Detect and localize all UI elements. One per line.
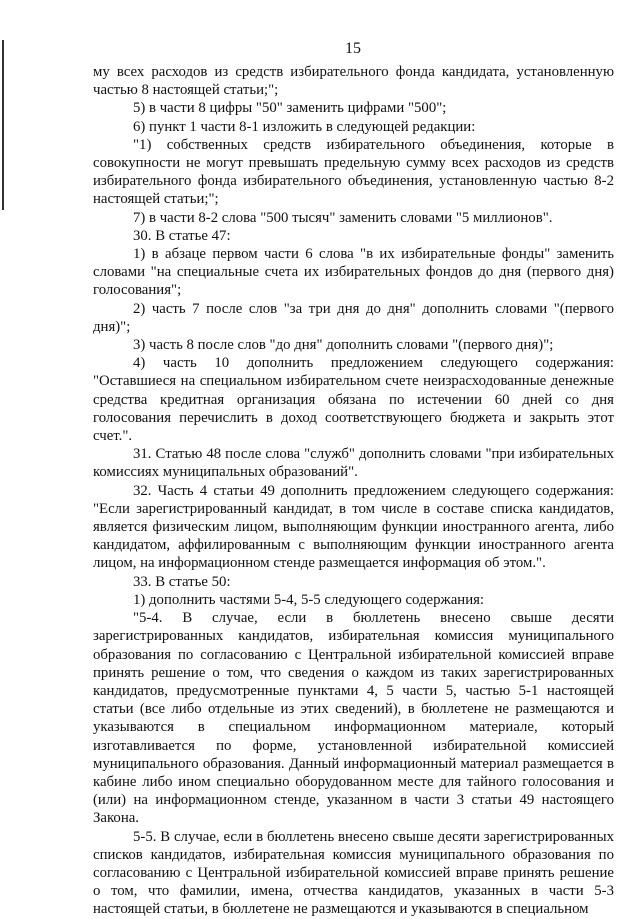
paragraph: 7) в части 8-2 слова "500 тысяч" заменить словами "5 миллионов". bbox=[133, 209, 553, 226]
paragraph: 5-5. В случае, если в бюллетень внесено свыше десяти зарегистрированных списков кандидатов, избирательная комиссия муниципального образования по согласованию с Центральной избирательной комиссией вправе принять решение о том, что фамилии, имена, отчества кандидатов, указанных в части 5-3 настоящей статьи, в бюллетене не размещаются и указываются в специальном bbox=[93, 828, 614, 918]
paragraph: 1) дополнить частями 5-4, 5-5 следующего содержания: bbox=[133, 591, 485, 608]
paragraph: 5) в части 8 цифры "50" заменить цифрами "500"; bbox=[133, 100, 447, 117]
paragraph: 1) в абзаце первом части 6 слова "в их избирательные фонды" заменить словами "на специальные счета их избирательных фондов до дня (первого дня) голосования"; bbox=[93, 246, 614, 299]
paragraph: 3) часть 8 после слов "до дня" дополнить словами "(первого дня)"; bbox=[133, 337, 554, 354]
paragraph: 30. В статье 47: bbox=[133, 227, 231, 244]
paragraph: 32. Часть 4 статьи 49 дополнить предложением следующего содержания: "Если зарегистрированный кандидат, в том числе в составе списка кандидатов, является физическим лицом, выполняющим функции иностранного агента, либо кандидатом, аффилированным с выполняющим функции иностранного агента лицом, на информационном стенде размещается информация об этом.". bbox=[93, 482, 614, 572]
paragraph: "1) собственных средств избирательного объединения, которые в совокупности не могут превышать предельную сумму всех расходов из средств избирательного фонда избирательного объединения, установленную частью 8-2 настоящей статьи;"; bbox=[93, 136, 614, 208]
paragraph: 2) часть 7 после слов "за три дня до дня" дополнить словами "(первого дня)"; bbox=[93, 300, 614, 335]
paragraph: "5-4. В случае, если в бюллетень внесено свыше десяти зарегистрированных кандидатов, избирательная комиссия муниципального образования по согласованию с Центральной избирательной комиссией вправе принять решение о том, что сведения о каждом из таких зарегистрированных кандидатов, предусмотренные пунктами 4, 5 части 5, частью 5-1 настоящей статьи (все либо отдельные из этих сведений), в бюллетене не размещаются и указываются в специальном информационном материале, который изготавливается по форме, установленной избирательной комиссией муниципального образования. Данный информационный материал размещается в кабине либо ином специально оборудованном месте для тайного голосования и (или) на информационном стенде, указанном в части 3 статьи 49 настоящего Закона. bbox=[93, 610, 614, 827]
margin-rule bbox=[2, 40, 4, 210]
page-number: 15 bbox=[345, 40, 361, 57]
paragraph: 6) пункт 1 части 8-1 изложить в следующей редакции: bbox=[133, 118, 476, 135]
paragraph: му всех расходов из средств избирательного фонда кандидата, установленную частью 8 настоящей статьи;"; bbox=[93, 64, 614, 99]
paragraph: 4) часть 10 дополнить предложением следующего содержания: "Оставшиеся на специальном избирательном счете неизрасходованные денежные средства кредитная организация обязана по истечении 60 дней со дня голосования перечислить в доход соответствующего бюджета и закрыть этот счет.". bbox=[93, 355, 614, 445]
paragraph: 33. В статье 50: bbox=[133, 573, 231, 590]
document-body bbox=[93, 63, 614, 919]
paragraph: 31. Статью 48 после слова "служб" дополнить словами "при избирательных комиссиях муниципальных образований". bbox=[93, 446, 614, 481]
